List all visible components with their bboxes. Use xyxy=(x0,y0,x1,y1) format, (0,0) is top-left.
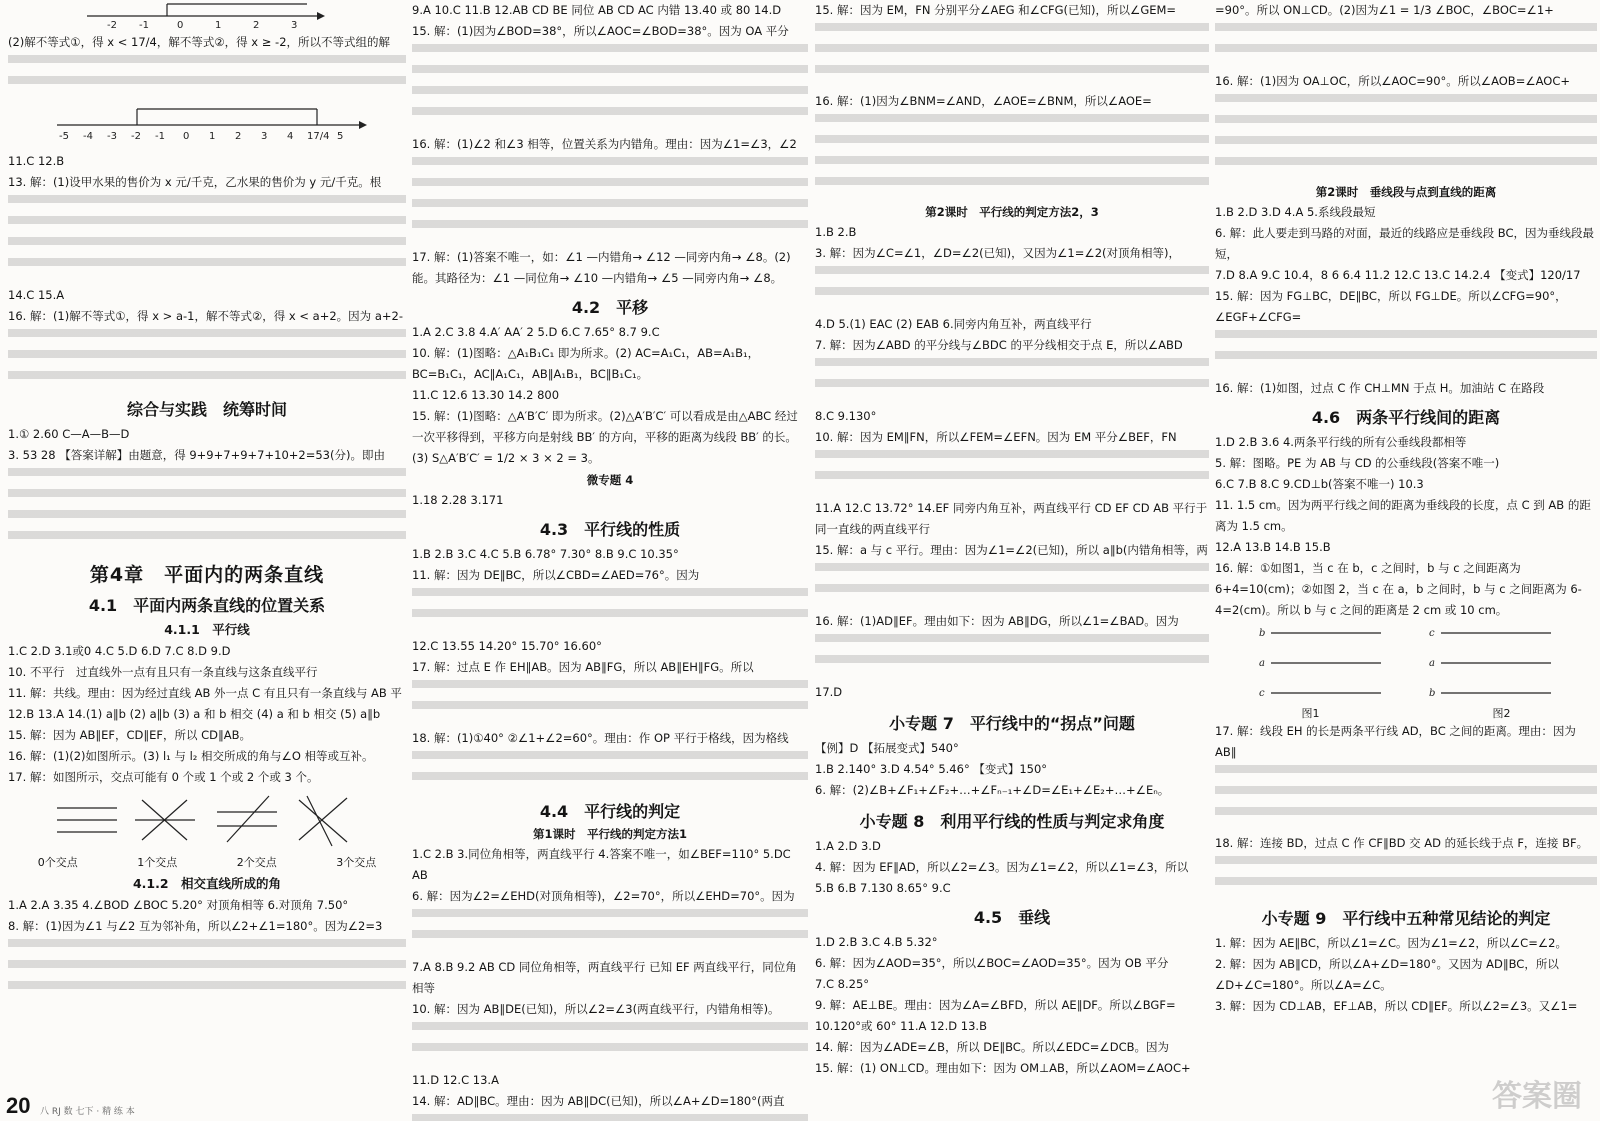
fig-line-label: b xyxy=(1429,688,1436,699)
nl2-tick: 2 xyxy=(235,131,242,142)
text-lines xyxy=(412,588,808,630)
section-title: 4.2 平移 xyxy=(571,298,649,317)
subsection-title: 第1课时 平行线的判定方法1 xyxy=(532,827,687,841)
text-lines xyxy=(412,1114,808,1121)
subsection-title: 4.1.1 平行线 xyxy=(164,622,250,637)
answer-text: 1.B 2.B 3.C 4.C 5.B 6.78° 7.30° 8.B 9.C 10.35° xyxy=(412,547,679,561)
answer-text: 18. 解：(1)①40° ②∠1+∠2=60°。理由：作 OP 平行于格线，因为格线 xyxy=(412,731,789,745)
text-lines xyxy=(1215,94,1597,178)
section-title: 4.3 平行线的性质 xyxy=(539,520,681,539)
answer-text: 14. 解：AD∥BC。理由：因为 AB∥DC(已知)，所以∠A+∠D=180°(两直 xyxy=(412,1094,785,1108)
nl1-tick: 0 xyxy=(177,20,184,30)
answer-text: 11.A 12.C 13.72° 14.EF 同旁内角互补，两直线平行 CD EF CD AB 平行于同一直线的两直线平行 xyxy=(815,501,1208,536)
answer-text: 1.D 2.B 3.C 4.B 5.32° xyxy=(815,935,938,949)
answer-text: 15. 解：因为 EM，FN 分别平分∠AEG 和∠CFG(已知)，所以∠GEM= xyxy=(815,3,1177,17)
text-lines xyxy=(815,450,1209,492)
answer-text: 10.120°或 60° 11.A 12.D 13.B xyxy=(815,1019,987,1033)
answer-text: 3. 解：因为 CD⊥AB，EF⊥AB，所以 CD∥EF。所以∠2=∠3。又∠1= xyxy=(1215,999,1578,1013)
answer-text: 11. 解：因为 DE∥BC，所以∠CBD=∠AED=76°。因为 xyxy=(412,568,700,582)
answer-text: 5. 解：图略。PE 为 AB 与 CD 的公垂线段(答案不唯一) xyxy=(1215,456,1500,470)
page-number: 20 xyxy=(6,1093,31,1118)
intersection-figures xyxy=(47,790,367,852)
answer-text: 1.① 2.60 C—A—B—D xyxy=(8,427,130,441)
fig-line-label: b xyxy=(1259,628,1266,639)
answer-text: 17. 解：线段 EH 的长是两条平行线 AD，BC 之间的距离。理由：因为 AB∥ xyxy=(1215,724,1576,759)
nl2-tick: -1 xyxy=(155,131,165,142)
nl1-tick: 3 xyxy=(291,20,298,30)
answer-text: 6.C 7.B 8.C 9.CD⊥b(答案不唯一) 10.3 xyxy=(1215,477,1424,491)
text-lines xyxy=(1215,856,1597,898)
answer-text: 1.18 2.28 3.171 xyxy=(412,493,504,507)
answer-text: 11. 解：共线。理由：因为经过直线 AB 外一点 C 有且只有一条直线与 AB 平 xyxy=(8,686,402,700)
answer-text: 16. 解：(1)解不等式①，得 x > a-1，解不等式②，得 x < a+2。因为 a+2- xyxy=(8,309,403,323)
answer-text: 7.A 8.B 9.2 AB CD 同位角相等，两直线平行 已知 EF 两直线平行，同位角相等 xyxy=(412,960,797,995)
topic-title: 小专题 7 平行线中的“拐点”问题 xyxy=(889,714,1135,733)
answer-text: 14.C 15.A xyxy=(8,288,65,302)
watermark-logo: 答案圈 xyxy=(1492,1080,1582,1113)
answer-text: 17. 解：过点 E 作 EH∥AB。因为 AB∥FG，所以 AB∥EH∥FG。所以 xyxy=(412,660,754,674)
answer-text: 11.C 12.6 13.30 14.2 800 xyxy=(412,388,560,402)
answer-text: 3. 解：因为∠C=∠1，∠D=∠2(已知)，又因为∠1=∠2(对顶角相等)， xyxy=(815,246,1180,260)
answer-text: 11.C 12.B xyxy=(8,154,65,168)
answer-text: (2)解不等式①，得 x < 17/4，解不等式②，得 x ≥ -2，所以不等式组的解 xyxy=(8,35,391,49)
column-1 xyxy=(8,0,406,1121)
column-3 xyxy=(815,0,1209,1121)
text-lines xyxy=(8,195,406,279)
answer-text: 1.A 2.A 3.35 4.∠BOD ∠BOC 5.20° 对顶角相等 6.对顶角 7.50° xyxy=(8,898,349,912)
answer-text: 18. 解：连接 BD，过点 C 作 CF∥BD 交 AD 的延长线于点 F，连接 BF。 xyxy=(1215,836,1589,850)
answer-text: 13. 解：(1)设甲水果的售价为 x 元/千克，乙水果的售价为 y 元/千克。根 xyxy=(8,175,382,189)
answer-text: 6. 解：因为∠AOD=35°，所以∠BOC=∠AOD=35°。因为 OB 平分 xyxy=(815,956,1169,970)
figure-caption: 0个交点 xyxy=(37,856,78,869)
text-lines xyxy=(815,358,1209,400)
answer-text: 16. 解：(1)(2)如图所示。(3) l₁ 与 l₂ 相交所成的角与∠O 相等或互补。 xyxy=(8,749,374,763)
fig-line-label: a xyxy=(1429,658,1435,669)
text-lines xyxy=(8,55,406,97)
text-lines xyxy=(815,266,1209,308)
text-lines xyxy=(412,751,808,793)
answer-text: 6. 解：此人要走到马路的对面，最近的线路应是垂线段 BC，因为垂线段最短， xyxy=(1215,226,1594,261)
text-lines xyxy=(1215,765,1597,827)
nl2-tick: 0 xyxy=(183,131,190,142)
answer-text: 7.C 8.25° xyxy=(815,977,870,991)
text-lines xyxy=(412,1022,808,1064)
answer-text: 8.C 9.130° xyxy=(815,409,877,423)
answer-text: 15. 解：(1)图略：△A′B′C′ 即为所求。(2)△A′B′C′ 可以看成是由△ABC 经过一次平移得到，平移方向是射线 BB′ 的方向，平移的距离为线段 BB′ 的长。 xyxy=(412,409,798,444)
column-2 xyxy=(412,0,808,1121)
answer-text: 11. 1.5 cm。因为两平行线之间的距离为垂线段的长度，点 C 到 AB 的距离为 1.5 cm。 xyxy=(1215,498,1591,533)
answer-text: 7. 解：因为∠ABD 的平分线与∠BDC 的平分线相交于点 E，所以∠ABD xyxy=(815,338,1183,352)
text-lines xyxy=(1215,330,1597,372)
nl2-tick: 1 xyxy=(209,131,216,142)
section-title: 综合与实践 统筹时间 xyxy=(126,400,287,419)
answer-text: 7.D 8.A 9.C 10.4，8 6 6.4 11.2 12.C 13.C 14.2.4 【变式】120/17 xyxy=(1215,268,1581,282)
text-lines xyxy=(8,939,406,1001)
topic-title: 小专题 8 利用平行线的性质与判定求角度 xyxy=(859,812,1165,831)
figure-caption: 3个交点 xyxy=(336,856,377,869)
answer-text: 10. 解：因为 AB∥DE(已知)，所以∠2=∠3(两直线平行，内错角相等)。 xyxy=(412,1002,780,1016)
nl2-tick: 17/4 xyxy=(307,131,330,142)
answer-text: 10. 解：(1)图略：△A₁B₁C₁ 即为所求。(2) AC=A₁C₁，AB=A₁B₁，BC=B₁C₁，AC∥A₁C₁，AB∥A₁B₁，BC∥B₁C₁。 xyxy=(412,346,760,381)
answer-text: 1.A 2.C 3.8 4.A′ AA′ 2 5.D 6.C 7.65° 8.7 9.C xyxy=(412,325,660,339)
answer-text: 10. 解：因为 EM∥FN，所以∠FEM=∠EFN。因为 EM 平分∠BEF，FN xyxy=(815,430,1177,444)
answer-text: 15. 解：a 与 c 平行。理由：因为∠1=∠2(已知)，所以 a∥b(内错角相等，两 xyxy=(815,543,1208,557)
answer-text: 1.B 2.B xyxy=(815,225,857,239)
answer-text: 1.B 2.140° 3.D 4.54° 5.46° 【变式】150° xyxy=(815,762,1048,776)
answer-text: 16. 解：(1)因为∠BNM=∠AND，∠AOE=∠BNM，所以∠AOE= xyxy=(815,94,1152,108)
nl2-tick: 5 xyxy=(337,131,344,142)
answer-text: 【例】D 【拓展变式】540° xyxy=(815,741,959,755)
footer-code: 八 RJ 数 七下 · 精 练 本 xyxy=(40,1107,135,1117)
answer-text: 1.B 2.D 3.D 4.A 5.系线段最短 xyxy=(1215,205,1376,219)
answer-text: 16. 解：①如图1，当 c 在 b，c 之间时，b 与 c 之间距离为 6+4=10(cm)；②如图 2，当 c 在 a，b 之间时，b 与 c 之间距离为 6-4=2(cm)。所以 b 与 c 之间的距离是 2 cm 或 10 cm。 xyxy=(1215,561,1582,617)
answer-text: 4. 解：因为 EF∥AD，所以∠2=∠3。因为∠1=∠2，所以∠1=∠3，所以 xyxy=(815,860,1189,874)
answer-text: 9.A 10.C 11.B 12.AB CD BE 同位 AB CD AC 内错 13.40 或 80 14.D xyxy=(412,3,782,17)
answer-text: 14. 解：因为∠ADE=∠B，所以 DE∥BC。所以∠EDC=∠DCB。因为 xyxy=(815,1040,1169,1054)
nl2-tick: 4 xyxy=(287,131,294,142)
text-lines xyxy=(412,44,808,128)
answer-text: 15. 解：(1)因为∠BOD=38°，所以∠AOC=∠BOD=38°。因为 OA 平分 xyxy=(412,24,789,38)
nl1-tick: -1 xyxy=(139,20,149,30)
nl2-tick: 3 xyxy=(261,131,268,142)
answer-text: =90°。所以 ON⊥CD。(2)因为∠1 = 1/3 ∠BOC，∠BOC=∠1+ xyxy=(1215,3,1554,17)
answer-text: 2. 解：因为 AB∥CD，所以∠A+∠D=180°。又因为 AD∥BC，所以∠D+∠C=180°。所以∠A=∠C。 xyxy=(1215,957,1559,992)
text-lines xyxy=(8,329,406,391)
answer-text: 1.C 2.D 3.1或0 4.C 5.D 6.D 7.C 8.D 9.D xyxy=(8,644,231,658)
figure-caption: 2个交点 xyxy=(236,856,277,869)
text-lines xyxy=(815,23,1209,85)
fig-line-label: c xyxy=(1429,628,1435,639)
text-lines xyxy=(412,909,808,951)
answer-text: 16. 解：(1)∠2 和∠3 相等，位置关系为内错角。理由：因为∠1=∠3，∠2 xyxy=(412,137,797,151)
text-lines xyxy=(815,563,1209,605)
answer-text: 8. 解：(1)因为∠1 与∠2 互为邻补角，所以∠2+∠1=180°。因为∠2=3 xyxy=(8,919,383,933)
answer-text: 6. 解：因为∠2=∠EHD(对顶角相等)，∠2=70°，所以∠EHD=70°。因为 xyxy=(412,889,795,903)
subsection-title: 第2课时 平行线的判定方法2，3 xyxy=(925,205,1099,219)
nl2-tick: -4 xyxy=(83,131,93,142)
answer-text: (3) S△A′B′C′ = 1/2 × 3 × 2 = 3。 xyxy=(412,451,600,465)
nl1-tick: 1 xyxy=(215,20,222,30)
section-title: 4.5 垂线 xyxy=(973,908,1051,927)
figure-caption: 图2 xyxy=(1492,707,1511,720)
answer-text: 11.D 12.C 13.A xyxy=(412,1073,499,1087)
answer-text: 17. 解：(1)答案不唯一，如：∠1 —内错角→ ∠12 —同旁内角→ ∠8。(2)能。其路径为：∠1 —同位角→ ∠10 —内错角→ ∠5 —同旁内角→ ∠8。 xyxy=(412,250,791,285)
text-lines xyxy=(815,634,1209,676)
answer-text: 4.D 5.(1) EAC (2) EAB 6.同旁内角互补，两直线平行 xyxy=(815,317,1092,331)
section-title: 4.1 平面内两条直线的位置关系 xyxy=(88,596,326,615)
answer-text: 3. 53 28 【答案详解】由题意，得 9+9+7+9+7+10+2=53(分)。即由 xyxy=(8,448,385,462)
section-title: 4.6 两条平行线间的距离 xyxy=(1311,408,1501,427)
answer-text: 1.D 2.B 3.6 4.两条平行线的所有公垂线段都相等 xyxy=(1215,435,1467,449)
nl2-tick: -3 xyxy=(107,131,117,142)
answer-text: 12.A 13.B 14.B 15.B xyxy=(1215,540,1331,554)
figure-captions xyxy=(1215,705,1597,721)
nl2-tick: -2 xyxy=(131,131,141,142)
answer-text: 17. 解：如图所示，交点可能有 0 个或 1 个或 2 个或 3 个。 xyxy=(8,770,319,784)
answer-text: 10. 不平行 过直线外一点有且只有一条直线与这条直线平行 xyxy=(8,665,318,679)
figure-captions xyxy=(8,854,406,870)
section-title: 4.4 平行线的判定 xyxy=(539,802,681,821)
fig-line-label: a xyxy=(1259,658,1265,669)
answer-text: 17.D xyxy=(815,685,843,699)
text-lines xyxy=(1215,23,1597,65)
answer-text: 6. 解：(2)∠B+∠F₁+∠F₂+…+∠Fₙ₋₁+∠D=∠E₁+∠E₂+…+∠Eₙ。 xyxy=(815,783,1170,797)
answer-text: 15. 解：因为 FG⊥BC，DE∥BC，所以 FG⊥DE。所以∠CFG=90°，∠EGF+∠CFG= xyxy=(1215,289,1567,324)
answer-text: 15. 解：(1) ON⊥CD。理由如下：因为 OM⊥AB，所以∠AOM=∠AOC+ xyxy=(815,1061,1191,1075)
text-lines xyxy=(412,157,808,241)
micro-topic-title: 微专题 4 xyxy=(586,473,634,487)
nl2-tick: -5 xyxy=(59,131,69,142)
nl1-tick: 2 xyxy=(253,20,260,30)
fig-line-label: c xyxy=(1259,688,1265,699)
text-lines xyxy=(412,680,808,722)
answer-text: 1.C 2.B 3.同位角相等，两直线平行 4.答案不唯一，如∠BEF=110° 5.DC AB xyxy=(412,847,791,882)
subsection-title: 第2课时 垂线段与点到直线的距离 xyxy=(1315,185,1497,199)
answer-text: 15. 解：因为 AB∥EF，CD∥EF，所以 CD∥AB。 xyxy=(8,728,252,742)
answer-text: 16. 解：(1)因为 OA⊥OC，所以∠AOC=90°。所以∠AOB=∠AOC+ xyxy=(1215,74,1571,88)
answer-text: 12.C 13.55 14.20° 15.70° 16.60° xyxy=(412,639,602,653)
answer-text: 16. 解：(1)AD∥EF。理由如下：因为 AB∥DG，所以∠1=∠BAD。因为 xyxy=(815,614,1179,628)
text-lines xyxy=(815,114,1209,198)
answer-text: 1.A 2.D 3.D xyxy=(815,839,881,853)
topic-title: 小专题 9 平行线中五种常见结论的判定 xyxy=(1261,909,1551,928)
column-4 xyxy=(1215,0,1597,1121)
figure-caption: 1个交点 xyxy=(137,856,178,869)
text-lines xyxy=(8,468,406,552)
answer-text: 5.B 6.B 7.130 8.65° 9.C xyxy=(815,881,951,895)
figure-caption: 图1 xyxy=(1301,707,1320,720)
nl1-tick: -2 xyxy=(107,20,117,30)
answer-text: 1. 解：因为 AE∥BC，所以∠1=∠C。因为∠1=∠2，所以∠C=∠2。 xyxy=(1215,936,1567,950)
chapter-title: 第4章 平面内的两条直线 xyxy=(89,564,325,586)
answer-text: 12.B 13.A 14.(1) a∥b (2) a∥b (3) a 和 b 相交 (4) a 和 b 相交 (5) a∥b xyxy=(8,707,381,721)
answer-text: 16. 解：(1)如图，过点 C 作 CH⊥MN 于点 H。加油站 C 在路段 xyxy=(1215,381,1545,395)
subsection-title: 4.1.2 相交直线所成的角 xyxy=(132,876,282,891)
number-line-2 xyxy=(37,103,377,149)
parallel-lines-figures xyxy=(1241,623,1571,703)
answer-text: 9. 解：AE⊥BE。理由：因为∠A=∠BFD，所以 AE∥DF。所以∠BGF= xyxy=(815,998,1176,1012)
number-line-1 xyxy=(57,2,357,30)
